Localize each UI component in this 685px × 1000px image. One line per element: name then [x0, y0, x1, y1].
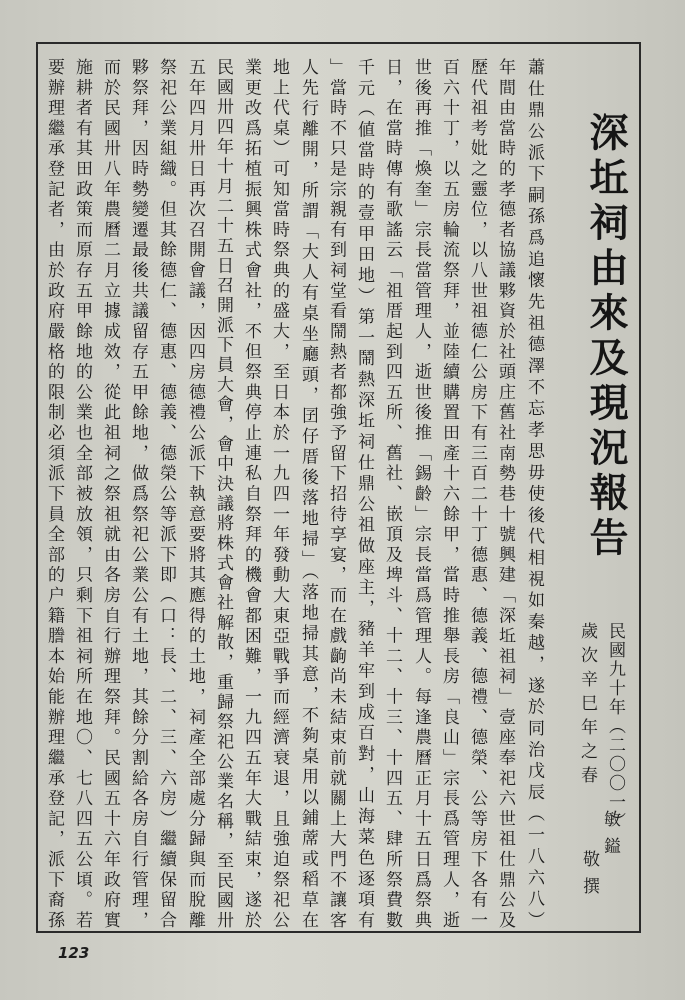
body-column: 千元（値當時的壹甲田地）第一鬧熱深坵祠仕鼎公祖做座主，豬羊牢到成百對，山海菜色逐項有	[354, 58, 374, 928]
body-column: 五年四月卅日再次召開會議，因四房德禮公派下執意要將其應得的土地，祠產全部處分歸與而脫離	[185, 58, 205, 928]
body-column: 地上代桌）可知當時祭典的盛大，至日本於一九四一年發動大東亞戰爭而經濟衰退，且強迫祭祀公	[269, 58, 289, 928]
body-column: 蕭仕鼎公派下嗣孫爲追懷先祖德澤不忘孝思毋使後代相視如秦越，遂於同治戊辰（一八六八）	[524, 58, 544, 928]
author-signoff: 敬撰	[579, 850, 599, 904]
body-column: 日，在當時傳有歌謠云「祖厝起到四五所、舊社、嵌頂及埤斗、十二、十三、十四五、肆所祭費數	[382, 58, 402, 928]
document-title: 深坵祠由來及現況報告	[583, 112, 629, 562]
date-line-lunar-year: 歲次辛巳年之春	[577, 622, 597, 790]
page-number: 123	[58, 944, 90, 962]
body-column: 百六十丁，以五房輪流祭拜，並陸續購置田產十六餘甲，當時推舉長房「良山」宗長爲管理人，逝	[439, 58, 459, 928]
body-column: 」當時不只是宗親有到祠堂看鬧熱者都強予留下招待享宴，而在戲齣尚未結束前就關上大門不讓客	[326, 58, 346, 928]
body-column: 施耕者有其田政策而原存五甲餘地的公業也全部被放領，只剩下祖祠所在地〇、七八四五公頃。若	[72, 58, 92, 928]
body-column: 祭祀公業組織。但其餘德仁、德惠、德義、德榮公等派下即（口：長、二、三、六房）繼續保留合	[156, 58, 176, 928]
date-line-republic-year: 民國九十年（二〇〇一）	[605, 622, 625, 831]
author-name: 敏鎰	[600, 810, 620, 864]
body-column: 民國卅四年十月二十五日召開派下員大會，會中決議將株式會社解散，重歸祭祀公業名稱，至民國卅	[213, 58, 233, 928]
body-column: 要辦理繼承登記者，由於政府嚴格的限制必須派下員全部的户籍謄本始能辦理繼承登記，派下裔孫	[44, 58, 64, 928]
body-column: 人先行離開，所謂「大人有桌坐廳頭，囝仔厝後落地掃」（落地掃其意，不夠桌用以鋪蓆或稻草在	[298, 58, 318, 928]
body-column: 年間由當時的孝德者協議夥資於社頭庄舊社南勢巷十號興建「深坵祖祠」壹座奉祀六世祖仕鼎公及	[495, 58, 515, 928]
body-column: 歷代祖考妣之靈位，以八世祖德仁公房下有三百二十丁德惠、德義、德禮、德榮、公等房下各有一	[467, 58, 487, 928]
body-column: 世後再推「煥奎」宗長當管理人，逝世後推「錫齡」宗長當爲管理人。每逢農曆正月十五日爲祭典	[411, 58, 431, 928]
body-column: 而於民國卅八年農曆二月立據成效，從此祖祠之祭祖就由各房自行辦理祭拜。民國五十六年政府實	[100, 58, 120, 928]
body-column: 夥祭拜，因時勢變遷最後共議留存五甲餘地，做爲祭祀公業公有土地，其餘分割給各房自行管理，	[128, 58, 148, 928]
body-column: 業更改爲拓植振興株式會社，不但祭典停止連私自祭拜的機會都困難，一九四五年大戰結束，遂於	[241, 58, 261, 928]
